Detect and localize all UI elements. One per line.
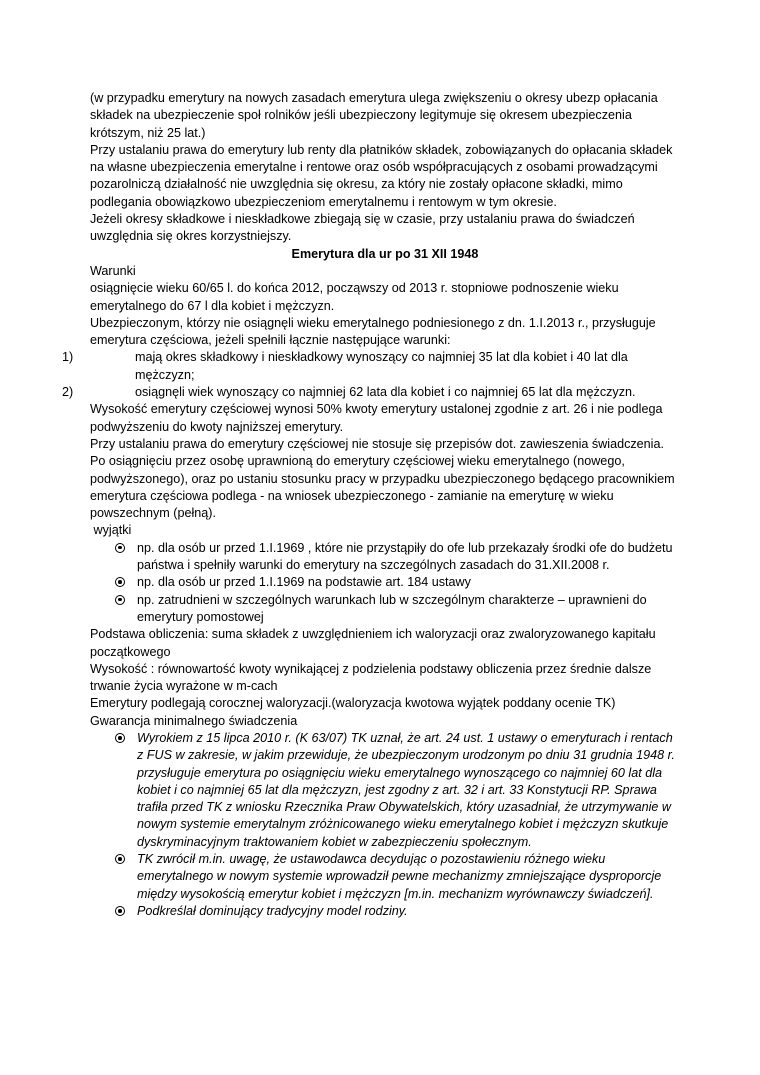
list-item: [62, 384, 680, 401]
list-number: 1): [62, 350, 74, 365]
conditions-label: Warunki: [90, 263, 136, 278]
list-number: 2): [62, 385, 74, 400]
paragraph: Wysokość emerytury częściowej wynosi 50% kwoty emerytury ustalonej zgodnie z art. 26 i nie podlega podwyższeniu do kwoty najniższej emerytury.: [90, 402, 663, 434]
paragraph: Jeżeli okresy składkowe i nieskładkowe zbiegają się w czasie, przy ustalaniu prawa do świadczeń uwzględnia się okres korzystniejszy.: [90, 212, 635, 244]
list-item: [90, 540, 680, 575]
circle-bullet-icon: [115, 854, 125, 864]
list-item-text: np. dla osób ur przed 1.I.1969 na podstawie art. 184 ustawy: [137, 575, 471, 590]
section-heading: Emerytura dla ur po 31 XII 1948: [291, 246, 479, 261]
list-item-text: np. dla osób ur przed 1.I.1969 , które nie przystąpiły do ofe lub przekazały środki ofe do budżetu państwa i spełniły warunki do emerytury na szczególnych zasadach do 31.XII.2008 r.: [137, 540, 673, 573]
list-item: [90, 592, 680, 627]
paragraph: Ubezpieczonym, którzy nie osiągnęli wieku emerytalnego podniesionego z dn. 1.I.2013 r., przysługuje emerytura częściowa, jeżeli spełnili łącznie następujące warunki:: [90, 315, 656, 348]
circle-bullet-icon: [115, 595, 125, 605]
list-item: [90, 574, 680, 591]
paragraph: Przy ustalaniu prawa do emerytury lub renty dla płatników składek, zobowiązanych do opłacania składek na własne ubezpieczenia emerytalne i rentowe oraz osób współpracujących z osobami prowadzącymi pozarolniczą działalność nie uwzględnia się okresu, za który nie zostały opłacone składki, mimo podlegania obowiązkowo ubezpieczeniom emerytalnemu i rentowym w tym okresie.: [90, 142, 673, 209]
list-item: [90, 851, 680, 903]
paragraph: osiągnięcie wieku 60/65 l. do końca 2012, począwszy od 2013 r. stopniowe podnoszenie wieku emerytalnego do 67 l dla kobiet i mężczyzn.: [90, 281, 619, 313]
circle-bullet-icon: [115, 733, 125, 743]
numbered-list: [62, 349, 680, 401]
list-item: [90, 903, 680, 920]
ruling-list: [90, 730, 680, 920]
paragraph: Przy ustalaniu prawa do emerytury częściowej nie stosuje się przepisów dot. zawieszenia świadczenia.: [90, 436, 664, 451]
list-item-text: mają okres składkowy i nieskładkowy wynoszący co najmniej 35 lat dla kobiet i 40 lat dla mężczyzn;: [135, 350, 628, 382]
list-item-text: Podkreślał dominujący tradycyjny model rodziny.: [137, 903, 408, 918]
circle-bullet-icon: [115, 906, 125, 916]
list-item-text: TK zwrócił m.in. uwagę, że ustawodawca decydując o pozostawieniu różnego wieku emerytalnego w nowym systemie wprowadził pewne mechanizmy zmniejszające dysproporcje między wysokością emerytur kobiet i mężczyzn [m.in. mechanizm wyrównawczy świadczeń].: [137, 852, 662, 901]
paragraph: (w przypadku emerytury na nowych zasadach emerytura ulega zwiększeniu o okresy ubezp opłacania składek na ubezpieczenie społ rolników jeśli ubezpieczony legitymuje się okresem ubezpieczenia krótszym, niż 25 lat.): [90, 91, 658, 140]
exceptions-label: wyjątki: [90, 523, 132, 538]
circle-bullet-icon: [115, 543, 125, 553]
list-item-text: osiągnęli wiek wynoszący co najmniej 62 lata dla kobiet i co najmniej 65 lat dla mężczyzn.: [135, 385, 636, 400]
paragraph: Wysokość : równowartość kwoty wynikającej z podzielenia podstawy obliczenia przez średnie dalsze trwanie życia wyrażone w m-cach: [90, 661, 652, 694]
document-page: [62, 90, 680, 920]
circle-bullet-icon: [115, 577, 125, 587]
paragraph: Podstawa obliczenia: suma składek z uwzględnieniem ich waloryzacji oraz zwaloryzowanego kapitału początkowego: [90, 627, 656, 659]
paragraph: Gwarancja minimalnego świadczenia: [90, 713, 298, 728]
list-item: [62, 349, 680, 384]
paragraph: Po osiągnięciu przez osobę uprawnioną do emerytury częściowej wieku emerytalnego (nowego, podwyższonego), oraz po ustaniu stosunku pracy w przypadku ubezpieczonego będącego pracownikiem emerytura częściowa podlega - na wniosek ubezpieczonego - zamianie na emeryturę w wieku powszechnym (pełną).: [90, 454, 675, 521]
list-item-text: Wyrokiem z 15 lipca 2010 r. (K 63/07) TK uznał, że art. 24 ust. 1 ustawy o emeryturach i rentach z FUS w zakresie, w jakim przewiduje, że ubezpieczonym urodzonym po dniu 31 grudnia 1948 r. przysługuje emerytura po osiągnięciu wieku emerytalnego wynoszącego co najmniej 60 lat dla kobiet i co najmniej 65 lat dla mężczyzn, jest zgodny z art. 32 i art. 33 Konstytucji RP. Sprawa trafiła przed TK z wniosku Rzecznika Praw Obywatelskich, który uzasadniał, że utrzymywanie w nowym systemie emerytalnym zróżnicowanego wieku emerytalnego kobiet i mężczyzn skutkuje dyskryminacyjnym traktowaniem kobiet w zabezpieczeniu społecznym.: [137, 730, 675, 849]
paragraph: Emerytury podlegają corocznej waloryzacji.(waloryzacja kwotowa wyjątek poddany ocenie TK): [90, 696, 616, 711]
list-item-text: np. zatrudnieni w szczególnych warunkach lub w szczególnym charakterze – uprawnieni do emerytury pomostowej: [137, 592, 647, 624]
list-item: [90, 730, 680, 851]
exceptions-list: [90, 540, 680, 626]
